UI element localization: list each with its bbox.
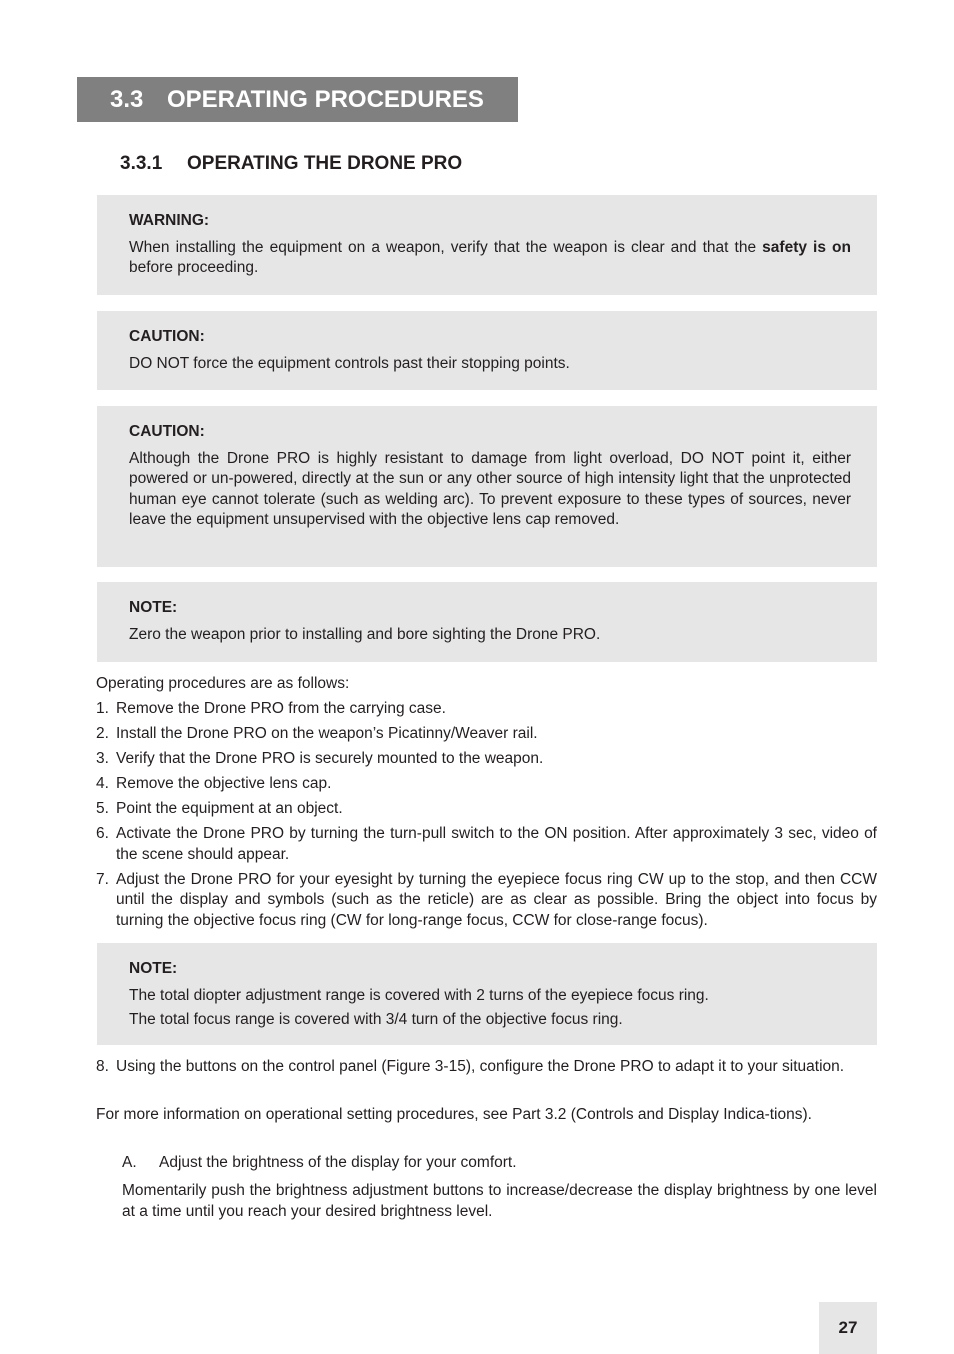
step-text: Install the Drone PRO on the weapon’s Picatinny/Weaver rail. (116, 725, 538, 742)
subsection-title: OPERATING THE DRONE PRO (187, 153, 463, 174)
step-number: 4. (96, 775, 109, 792)
note-text: Zero the weapon prior to installing and bore sighting the Drone PRO. (129, 625, 601, 643)
list-item (96, 1057, 877, 1078)
caution-label: CAUTION: (129, 423, 205, 440)
caution-text: Although the Drone PRO is highly resistant to damage from light overload, DO NOT point it, either powered or un-powered, directly at the sun or any other source of high intensity light that the unprotected human eye cannot tolerate (such as welding arc). To prevent exposure to these types of sources, never leave the equipment unsupervised with the objective lens cap removed. (129, 449, 851, 528)
list-item (96, 774, 877, 795)
step-text: Activate the Drone PRO by turning the turn-pull switch to the ON position. After approximately 3 sec, video of the scene should appear. (116, 825, 877, 863)
list-item (96, 799, 877, 820)
list-item (96, 724, 877, 745)
procedure-steps-continued (96, 1057, 877, 1078)
step-number: 8. (96, 1058, 109, 1075)
procedure-intro: Operating procedures are as follows: (96, 675, 350, 692)
list-item (96, 870, 877, 932)
note-box-focus (97, 943, 877, 1045)
step-8-block (96, 1057, 877, 1082)
list-item (96, 699, 877, 720)
step-text: Adjust the Drone PRO for your eyesight by turning the eyepiece focus ring CW up to the stop, and then CCW until the display and symbols (such as the reticle) are as clear as possible. Bring the object into focus by turning the objective focus ring (CW for long-range focus, CCW for close-range focus). (116, 870, 877, 929)
note-label: NOTE: (129, 960, 178, 977)
step-text: Verify that the Drone PRO is securely mounted to the weapon. (116, 750, 544, 767)
caution-box-controls (97, 311, 877, 390)
step-number: 6. (96, 825, 109, 842)
step-number: 2. (96, 725, 109, 742)
subsection-number: 3.3.1 (120, 153, 163, 174)
list-item (96, 824, 877, 865)
step-text: Remove the objective lens cap. (116, 775, 332, 792)
warning-label: WARNING: (129, 212, 210, 229)
note-box-zero (97, 582, 877, 662)
list-item (96, 749, 877, 770)
procedure-steps (96, 699, 877, 931)
warning-text: When installing the equipment on a weapon, verify that the weapon is clear and that the safety is on before proceeding. (129, 238, 851, 276)
step-number: 1. (96, 700, 109, 717)
step-text: Using the buttons on the control panel (Figure 3-15), configure the Drone PRO to adapt it to your situation. (116, 1058, 845, 1075)
sub-step-text: Adjust the brightness of the display for your comfort. (159, 1154, 517, 1171)
step-number: 7. (96, 870, 109, 888)
more-info-paragraph (96, 1105, 877, 1126)
section-number: 3.3 (110, 86, 144, 113)
sub-step-a (122, 1153, 877, 1174)
procedure-section (96, 674, 877, 936)
caution-box-light (97, 406, 877, 567)
caution-text: DO NOT force the equipment controls past their stopping points. (129, 354, 570, 372)
subsection-heading (120, 152, 462, 176)
more-info-text: For more information on operational setting procedures, see Part 3.2 (Controls and Display Indica-tions). (96, 1106, 812, 1123)
sub-step-a-detail: Momentarily push the brightness adjustment buttons to increase/decrease the display brightness by one level at a time until you reach your desired brightness level. (122, 1182, 877, 1220)
sub-step-letter: A. (122, 1154, 137, 1171)
note-text-diopter: The total diopter adjustment range is covered with 2 turns of the eyepiece focus ring. (129, 986, 709, 1004)
caution-label: CAUTION: (129, 328, 205, 345)
page-number: 27 (819, 1302, 877, 1354)
section-heading (77, 77, 518, 122)
note-text-focus: The total focus range is covered with 3/4 turn of the objective focus ring. (129, 1011, 623, 1028)
warning-emphasis: safety is on (762, 238, 851, 256)
step-text: Point the equipment at an object. (116, 800, 343, 817)
step-number: 3. (96, 750, 109, 767)
step-number: 5. (96, 800, 109, 817)
step-text: Remove the Drone PRO from the carrying case. (116, 700, 446, 717)
warning-box (97, 195, 877, 295)
note-label: NOTE: (129, 599, 178, 616)
section-title: OPERATING PROCEDURES (167, 86, 484, 113)
